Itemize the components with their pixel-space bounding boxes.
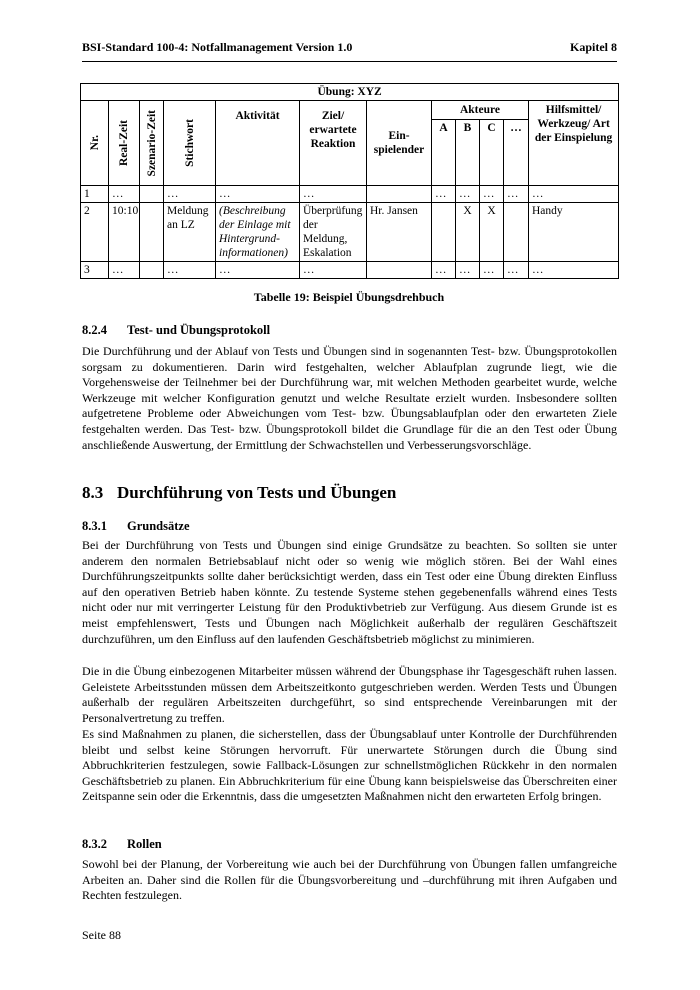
col-hilfsmittel: Hilfsmittel/ Werkzeug/ Art der Einspielung: [529, 101, 619, 186]
table-row: 2 10:10 Meldung an LZ (Beschreibung der Einlage mit Hintergrund-informationen) Überprüfung der Meldung, Eskalation Hr. Jansen X X Handy: [81, 203, 619, 262]
exercise-script-table: [80, 83, 619, 279]
header-chapter: Kapitel 8: [570, 40, 617, 54]
paragraph-grundsaetze-1: Bei der Durchführung von Tests und Übungen sind einige Grundsätze zu beachten. So sollten sie unter anderem den normalen Betriebsablauf nicht oder so wenig wie möglich stören. Bei der Wahl eines Durchführungszeitpunkts sollte daher berücksichtigt werden, dass ein Test oder eine Übung direkten Einfluss auf den operativen Betrieb haben könnte. Zu testende Systeme stehen gegebenenfalls während eines Tests nicht oder nur mit verringerter Leistung für den Produktivbetrieb zur Verfügung. Aus diesem Grunde ist es meist empfehlenswert, Tests und Übungen nach Möglichkeit außerhalb der regulären Geschäftszeit durchzuführen, um den Einfluss auf den laufenden Geschäftsbetrieb möglichst zu minimieren.: [82, 538, 617, 646]
col-realzeit: Real-Zeit: [109, 101, 140, 186]
col-einspielender: Ein-spielender: [367, 101, 432, 186]
col-nr: Nr.: [81, 101, 109, 186]
col-akteur-b: B: [456, 120, 480, 186]
table-row: 3 … … … … … … … … …: [81, 262, 619, 279]
paragraph-grundsaetze-3: Es sind Maßnahmen zu planen, die sicherstellen, dass der Übungsablauf unter Kontrolle der Durchführenden bleibt und selbst keine Störungen hervorruft. Für unerwartete Störungen durch die Übung sind Abbruchkriterien festzulegen, sowie Fallback-Lösungen zur schnellstmöglichen Rückkehr in den normalen Geschäftsbetrieb zu planen. Ein Abbruchkriterium für eine Übung kann beispielsweise das Überschreiten einer Zeitspanne sein oder die Erkenntnis, dass die umgesetzten Maßnahmen nicht den erwarteten Erfolg bringen.: [82, 727, 617, 804]
section-heading-8-3-1: 8.3.1 Grundsätze: [82, 519, 190, 533]
table-caption: Tabelle 19: Beispiel Übungsdrehbuch: [253, 290, 445, 304]
paragraph-protokoll: Die Durchführung und der Ablauf von Tests und Übungen sind in sogenannten Test- bzw. Übungsprotokollen sorgsam zu dokumentieren. Darin wird festgehalten, welcher Ablaufplan zugrunde liegt, wie die Vorgehensweise der Teilnehmer bei der Durchführung war, mit welchen Methoden gearbeitet wurde, welche Werkzeuge mit welcher Konfiguration genutzt und welche Resultate erzielt wurden. Insbesondere sollten aufgetretene Probleme oder Abweichungen vom Test- bzw. Übungsablaufplan oder den erwarteten Ziele festgehalten werden. Das Test- bzw. Übungsprotokoll bildet die Grundlage für die an den Test oder Übung anschließende Auswertung, der Ermittlung der Schwachstellen und Verbesserungsvorschläge.: [82, 344, 617, 452]
col-akteur-a: A: [432, 120, 456, 186]
header-title: BSI-Standard 100-4: Notfallmanagement Version 1.0: [82, 40, 353, 54]
col-stichwort: Stichwort: [164, 101, 216, 186]
col-akteure: Akteure: [432, 101, 529, 120]
paragraph-grundsaetze-2: Die in die Übung einbezogenen Mitarbeiter müssen während der Übungsphase ihr Tagesgeschäft ruhen lassen. Geleistete Arbeitsstunden müssen dem Arbeitszeitkonto gutgeschrieben werden. Werden Tests und Übungen außerhalb der regulären Arbeitszeiten durchgeführt, so sind entsprechende Vereinbarungen mit der Personalvertretung zu treffen.: [82, 664, 617, 725]
table-title: Übung: XYZ: [81, 84, 619, 101]
section-heading-8-3: 8.3 Durchführung von Tests und Übungen: [82, 483, 397, 502]
table-row: 1 … … … … … … … … …: [81, 186, 619, 203]
header-rule: [82, 61, 617, 62]
section-heading-8-3-2: 8.3.2 Rollen: [82, 837, 162, 851]
page-header: [82, 40, 617, 55]
paragraph-rollen: Sowohl bei der Planung, der Vorbereitung wie auch bei der Durchführung von Übungen fallen umfangreiche Arbeiten an. Daher sind die Rollen für die Übungsvorbereitung und –durchführung mit ihren Aufgaben und Rechten festzulegen.: [82, 857, 617, 903]
col-szenariozeit: Szenario-Zeit: [140, 101, 164, 186]
col-aktivitaet: Aktivität: [216, 101, 300, 186]
section-heading-8-2-4: 8.2.4 Test- und Übungsprotokoll: [82, 323, 271, 337]
page-number: Seite 88: [82, 928, 121, 942]
col-akteur-more: …: [504, 120, 529, 186]
col-ziel: Ziel/ erwartete Reaktion: [300, 101, 367, 186]
col-akteur-c: C: [480, 120, 504, 186]
